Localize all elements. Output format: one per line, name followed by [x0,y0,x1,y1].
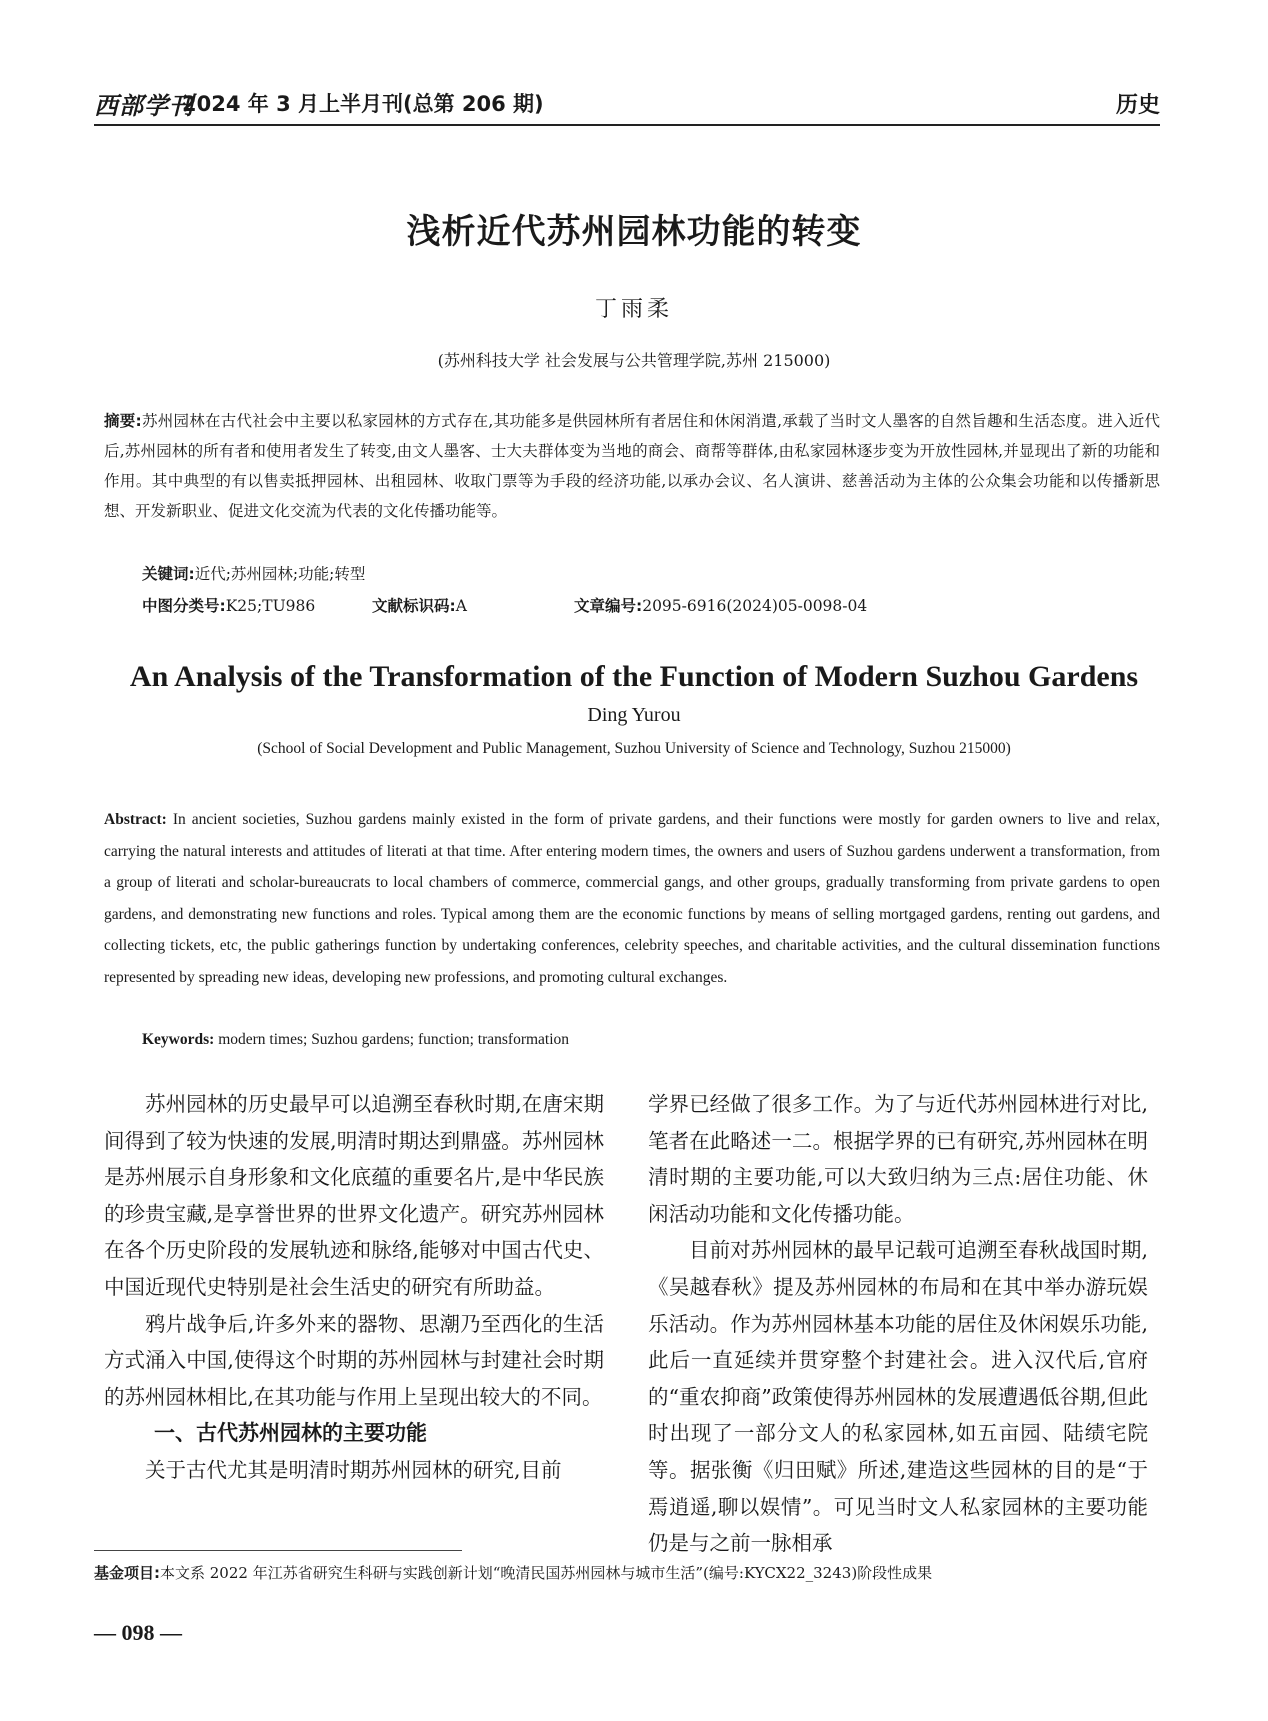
abstract-english-text: In ancient societies, Suzhou gardens mainly existed in the form of private gardens, and their functions were mostly for garden owners to live and relax, carrying the natural interests and attitudes of literati at that time. After entering modern times, the owners and users of Suzhou gardens underwent a transformation, from a group of literati and scholar-bureaucrats to local chambers of commerce, commercial gangs, and other groups, gradually transforming from private gardens to open gardens, and demonstrating new functions and roles. Typical among them are the economic functions by means of selling mortgaged gardens, renting out gardens, and collecting tickets, etc, the public gatherings function by undertaking conferences, celebrity speeches, and charitable activities, and the cultural dissemination functions represented by spreading new ideas, developing new professions, and promoting cultural exchanges. [104,811,1160,986]
section-heading: 一、古代苏州园林的主要功能 [154,1421,427,1446]
body-paragraph: 苏州园林的历史最早可以追溯至春秋时期,在唐宋期间得到了较为快速的发展,明清时期达到鼎盛。苏州园林是苏州展示自身形象和文化底蕴的重要名片,是中华民族的珍贵宝藏,是享誉世界的世界文化遗产。研究苏州园林在各个历史阶段的发展轨迹和脉络,能够对中国古代史、中国近现代史特别是社会生活史的研究有所助益。 [104,1092,604,1299]
abstract-chinese-label: 摘要: [104,412,142,430]
journal-logo: 西部学刊 [94,91,194,120]
issue-info: 2024 年 3 月上半月刊(总第 206 期) [182,92,544,116]
section-label: 历史 [1115,93,1160,118]
abstract-english-label: Abstract: [104,811,167,828]
document-code [372,594,467,616]
abstract-chinese [104,406,1160,526]
title-english: An Analysis of the Transformation of the Function of Modern Suzhou Gardens [129,660,1139,693]
clc-value: K25;TU986 [225,597,316,615]
fund-text: 本文系 2022 年江苏省研究生科研与实践创新计划“晚清民国苏州园林与城市生活”(编号:KYCX22_3243)阶段性成果 [160,1564,933,1582]
document-code-value: A [455,597,467,615]
affiliation-english: (School of Social Development and Public Management, Suzhou University of Science and Technology, Suzhou 215000) [257,740,1011,757]
page-number: — 098 — [94,1620,182,1645]
author-english: Ding Yurou [587,704,681,726]
document-code-label: 文献标识码: [372,597,456,615]
clc-label: 中图分类号: [142,597,226,615]
fund-label: 基金项目: [94,1564,160,1582]
affiliation-chinese: (苏州科技大学 社会发展与公共管理学院,苏州 215000) [437,351,831,370]
article-number-label: 文章编号: [574,597,643,615]
clc-number [142,594,315,616]
keywords-english [142,1031,569,1049]
body-column-left [104,1086,604,1489]
title-chinese: 浅析近代苏州园林功能的转变 [406,212,862,252]
article-number-value: 2095-6916(2024)05-0098-04 [642,597,868,615]
body-column-right [648,1086,1148,1562]
body-paragraph: 鸦片战争后,许多外来的器物、思潮乃至西化的生活方式涌入中国,使得这个时期的苏州园林与封建社会时期的苏州园林相比,在其功能与作用上呈现出较大的不同。 [104,1311,604,1409]
body-paragraph: 关于古代尤其是明清时期苏州园林的研究,目前 [145,1457,562,1482]
keywords-chinese [142,562,365,584]
header-divider [94,124,1160,126]
fund-footnote [94,1562,1174,1583]
author-chinese: 丁雨柔 [594,297,673,322]
keywords-english-text: modern times; Suzhou gardens; function; transformation [218,1031,570,1048]
abstract-english [104,804,1160,993]
keywords-chinese-label: 关键词: [142,565,195,583]
abstract-chinese-text: 苏州园林在古代社会中主要以私家园林的方式存在,其功能多是供园林所有者居住和休闲消遣,承载了当时文人墨客的自然旨趣和生活态度。进入近代后,苏州园林的所有者和使用者发生了转变,由文人墨客、士大夫群体变为当地的商会、商帮等群体,由私家园林逐步变为开放性园林,并显现出了新的功能和作用。其中典型的有以售卖抵押园林、出租园林、收取门票等为手段的经济功能,以承办会议、名人演讲、慈善活动为主体的公众集会功能和以传播新思想、开发新职业、促进文化交流为代表的文化传播功能等。 [104,412,1161,520]
body-paragraph: 目前对苏州园林的最早记载可追溯至春秋战国时期,《吴越春秋》提及苏州园林的布局和在其中举办游玩娱乐活动。作为苏州园林基本功能的居住及休闲娱乐功能,此后一直延续并贯穿整个封建社会。进入汉代后,官府的“重农抑商”政策使得苏州园林的发展遭遇低谷期,但此时出现了一部分文人的私家园林,如五亩园、陆绩宅院等。据张衡《归田赋》所述,建造这些园林的目的是“于焉逍遥,聊以娱情”。可见当时文人私家园林的主要功能仍是与之前一脉相承 [648,1238,1148,1556]
article-number [574,594,867,616]
footnote-divider [94,1550,462,1551]
keywords-english-label: Keywords: [142,1031,215,1048]
keywords-chinese-text: 近代;苏州园林;功能;转型 [194,565,366,583]
running-header [94,86,1160,122]
body-paragraph: 学界已经做了很多工作。为了与近代苏州园林进行对比,笔者在此略述一二。根据学界的已有研究,苏州园林在明清时期的主要功能,可以大致归纳为三点:居住功能、休闲活动功能和文化传播功能。 [648,1092,1148,1226]
